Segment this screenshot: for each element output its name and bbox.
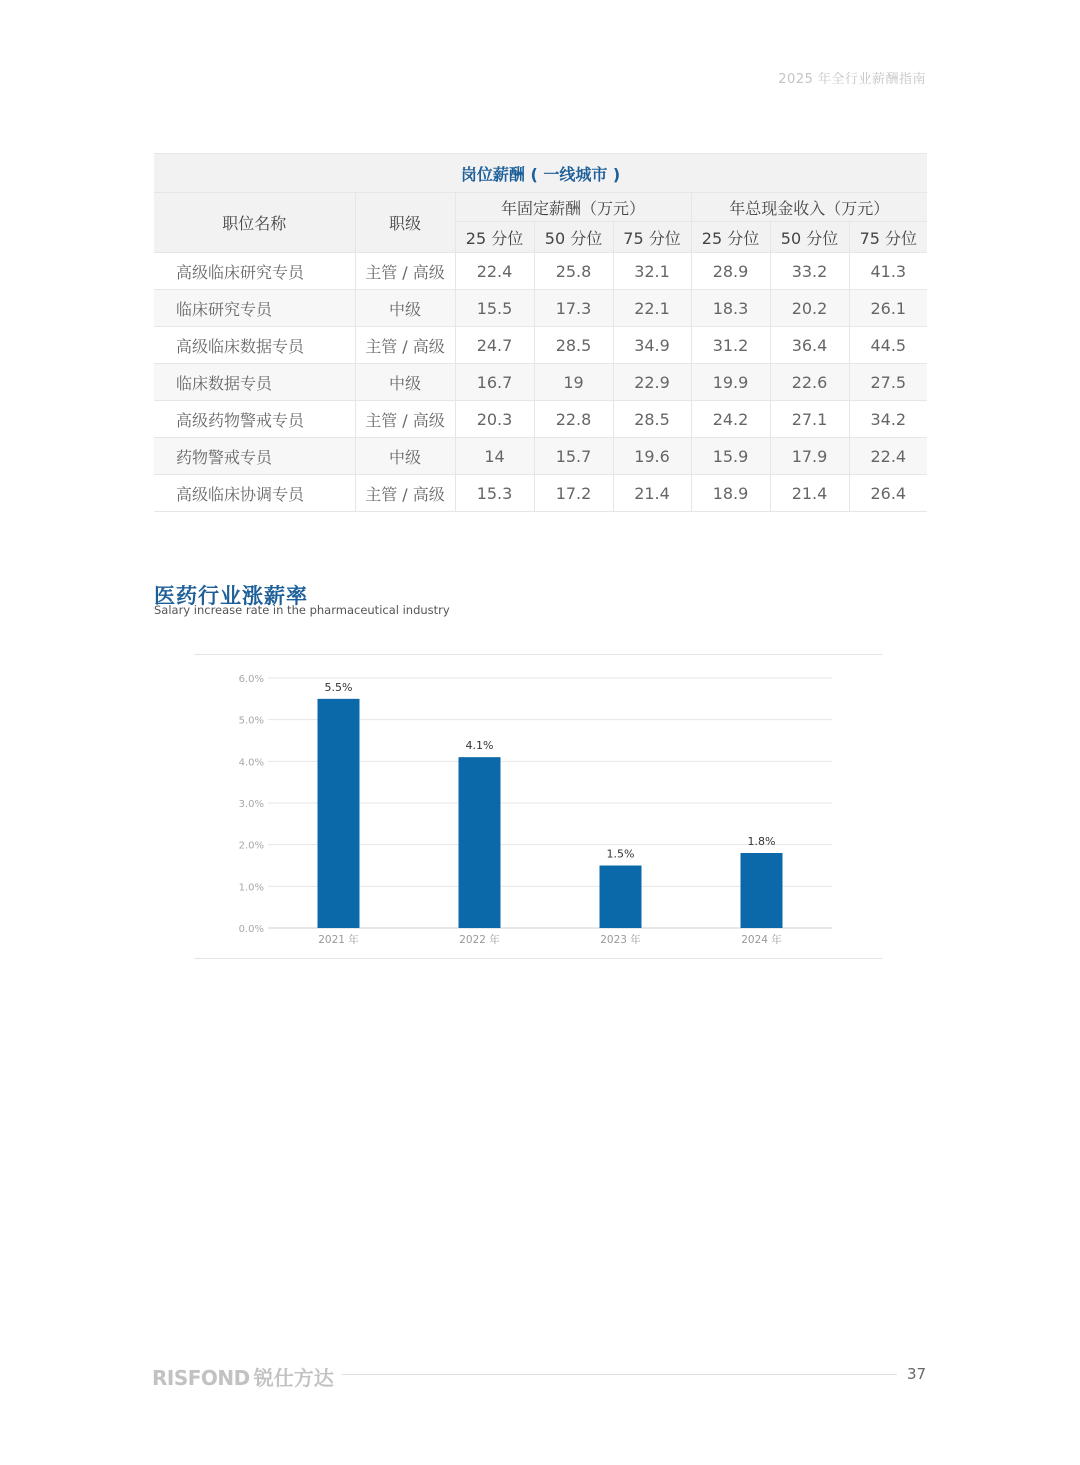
cell-value: 28.9 bbox=[691, 253, 770, 290]
cell-value: 26.4 bbox=[849, 475, 927, 512]
cell-position-name: 高级临床研究专员 bbox=[154, 253, 355, 290]
cell-value: 17.3 bbox=[534, 290, 613, 327]
cell-value: 27.5 bbox=[849, 364, 927, 401]
cell-value: 15.7 bbox=[534, 438, 613, 475]
cell-value: 22.1 bbox=[613, 290, 691, 327]
cell-level: 中级 bbox=[355, 438, 455, 475]
cell-value: 17.9 bbox=[770, 438, 849, 475]
cell-value: 20.3 bbox=[455, 401, 534, 438]
cell-position-name: 临床研究专员 bbox=[154, 290, 355, 327]
cell-value: 15.5 bbox=[455, 290, 534, 327]
cell-position-name: 临床数据专员 bbox=[154, 364, 355, 401]
cell-value: 16.7 bbox=[455, 364, 534, 401]
cell-value: 44.5 bbox=[849, 327, 927, 364]
x-tick-label: 2023 年 bbox=[600, 934, 641, 946]
column-group-total-cash: 年总现金收入（万元） bbox=[691, 193, 927, 222]
bar bbox=[741, 853, 783, 928]
cell-position-name: 高级临床数据专员 bbox=[154, 327, 355, 364]
column-header-percentile: 50 分位 bbox=[534, 222, 613, 253]
data-label: 1.5% bbox=[606, 847, 635, 861]
bar bbox=[600, 866, 642, 929]
data-label: 4.1% bbox=[465, 739, 494, 753]
x-tick-label: 2021 年 bbox=[318, 934, 359, 946]
cell-value: 24.2 bbox=[691, 401, 770, 438]
table-row bbox=[154, 253, 927, 290]
cell-value: 34.9 bbox=[613, 327, 691, 364]
brand-logo bbox=[152, 1362, 334, 1391]
table-row bbox=[154, 475, 927, 512]
table-caption: 岗位薪酬 ( 一线城市 ) bbox=[154, 154, 927, 193]
y-tick-label: 3.0% bbox=[238, 799, 264, 810]
column-header-percentile: 25 分位 bbox=[691, 222, 770, 253]
cell-value: 22.9 bbox=[613, 364, 691, 401]
cell-level: 中级 bbox=[355, 364, 455, 401]
cell-level: 主管 / 高级 bbox=[355, 253, 455, 290]
cell-value: 17.2 bbox=[534, 475, 613, 512]
cell-value: 18.9 bbox=[691, 475, 770, 512]
salary-table bbox=[154, 153, 927, 512]
cell-value: 19.9 bbox=[691, 364, 770, 401]
cell-value: 14 bbox=[455, 438, 534, 475]
cell-value: 36.4 bbox=[770, 327, 849, 364]
section-title: 医药行业涨薪率 bbox=[154, 584, 308, 608]
cell-position-name: 高级临床协调专员 bbox=[154, 475, 355, 512]
cell-value: 41.3 bbox=[849, 253, 927, 290]
cell-value: 25.8 bbox=[534, 253, 613, 290]
table-row bbox=[154, 438, 927, 475]
document-header-title: 2025 年全行业薪酬指南 bbox=[778, 72, 926, 87]
bar bbox=[459, 757, 501, 928]
cell-level: 中级 bbox=[355, 290, 455, 327]
cell-value: 19 bbox=[534, 364, 613, 401]
cell-value: 19.6 bbox=[613, 438, 691, 475]
y-tick-label: 1.0% bbox=[238, 882, 264, 894]
table-row bbox=[154, 401, 927, 438]
cell-value: 31.2 bbox=[691, 327, 770, 364]
cell-value: 22.4 bbox=[849, 438, 927, 475]
table-row bbox=[154, 364, 927, 401]
salary-increase-chart bbox=[194, 654, 882, 959]
logo-text-en: RISFOND bbox=[152, 1366, 250, 1390]
data-label: 5.5% bbox=[324, 680, 353, 694]
cell-value: 33.2 bbox=[770, 253, 849, 290]
cell-value: 15.9 bbox=[691, 438, 770, 475]
y-tick-label: 0.0% bbox=[238, 924, 264, 935]
cell-value: 26.1 bbox=[849, 290, 927, 327]
column-header-percentile: 25 分位 bbox=[455, 222, 534, 253]
cell-position-name: 高级药物警戒专员 bbox=[154, 401, 355, 438]
column-header-position: 职位名称 bbox=[154, 193, 355, 253]
salary-table-wrapper bbox=[154, 153, 927, 512]
cell-value: 18.3 bbox=[691, 290, 770, 327]
cell-level: 主管 / 高级 bbox=[355, 401, 455, 438]
y-tick-label: 2.0% bbox=[238, 840, 264, 852]
cell-value: 22.8 bbox=[534, 401, 613, 438]
table-row bbox=[154, 290, 927, 327]
y-tick-label: 6.0% bbox=[238, 674, 264, 685]
page-number: 37 bbox=[907, 1365, 927, 1383]
data-label: 1.8% bbox=[747, 835, 776, 848]
cell-value: 24.7 bbox=[455, 327, 534, 364]
cell-value: 20.2 bbox=[770, 290, 849, 327]
cell-value: 32.1 bbox=[613, 253, 691, 290]
bar-chart-svg bbox=[194, 655, 882, 958]
column-header-percentile: 75 分位 bbox=[849, 222, 927, 253]
cell-value: 34.2 bbox=[849, 401, 927, 438]
cell-level: 主管 / 高级 bbox=[355, 475, 455, 512]
y-tick-label: 5.0% bbox=[238, 715, 264, 727]
footer-divider bbox=[342, 1374, 897, 1375]
y-tick-label: 4.0% bbox=[238, 757, 264, 769]
column-header-percentile: 50 分位 bbox=[770, 222, 849, 253]
cell-value: 28.5 bbox=[534, 327, 613, 364]
column-header-percentile: 75 分位 bbox=[613, 222, 691, 253]
cell-value: 15.3 bbox=[455, 475, 534, 512]
cell-position-name: 药物警戒专员 bbox=[154, 438, 355, 475]
column-group-fixed-salary: 年固定薪酬（万元） bbox=[455, 193, 691, 222]
cell-value: 21.4 bbox=[770, 475, 849, 512]
column-header-level: 职级 bbox=[355, 193, 455, 253]
table-row bbox=[154, 327, 927, 364]
cell-value: 28.5 bbox=[613, 401, 691, 438]
cell-value: 22.6 bbox=[770, 364, 849, 401]
cell-value: 22.4 bbox=[455, 253, 534, 290]
cell-value: 27.1 bbox=[770, 401, 849, 438]
cell-level: 主管 / 高级 bbox=[355, 327, 455, 364]
x-tick-label: 2024 年 bbox=[741, 934, 782, 946]
x-tick-label: 2022 年 bbox=[459, 934, 500, 946]
logo-text-cn: 锐仕方达 bbox=[253, 1366, 334, 1390]
cell-value: 21.4 bbox=[613, 475, 691, 512]
section-subtitle: Salary increase rate in the pharmaceutical industry bbox=[154, 603, 450, 617]
bar bbox=[318, 699, 360, 928]
